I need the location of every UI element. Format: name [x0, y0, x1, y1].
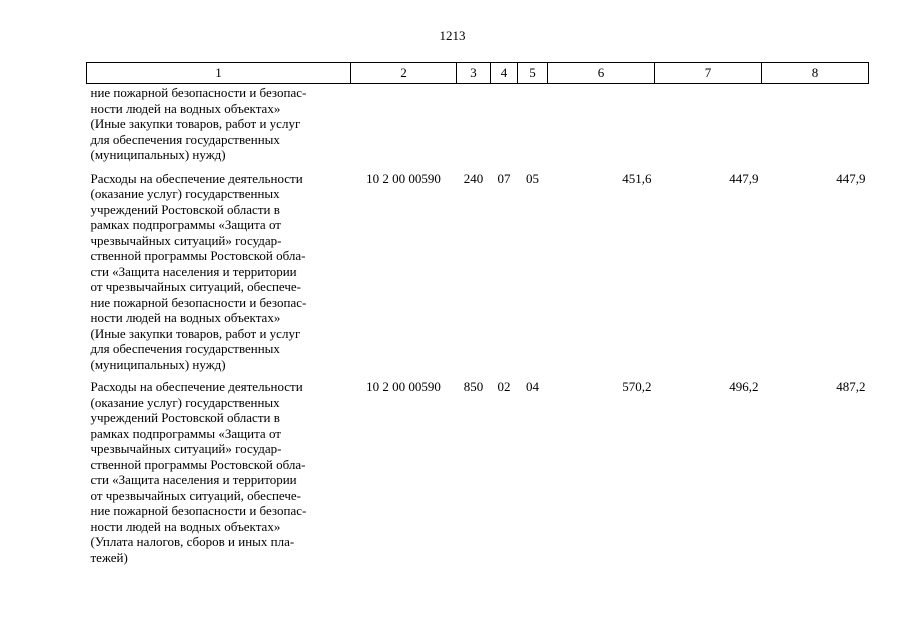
amount-col6 — [548, 84, 655, 163]
description-line: (Уплата налогов, сборов и иных пла- — [90, 534, 295, 549]
amount-col8: 487,2 — [836, 379, 866, 394]
description-line: ственной программы Ростовской обла- — [90, 456, 306, 472]
column-header: 1 — [87, 63, 351, 84]
section-code: 07 — [497, 170, 511, 186]
description-line: Расходы на обеспечение деятельности — [90, 170, 303, 186]
amount-col7 — [655, 84, 762, 163]
amount-col7: 447,9 — [729, 170, 759, 186]
column-header: 7 — [655, 63, 762, 84]
section-code: 02 — [497, 379, 511, 394]
expense-type-code: 850 — [463, 379, 484, 394]
amount-col7: 496,2 — [729, 379, 759, 394]
table-row — [87, 163, 869, 373]
expense-description — [87, 372, 351, 565]
table-header-row — [87, 63, 869, 84]
budget-table — [86, 62, 869, 565]
description-line: от чрезвычайных ситуаций, обеспече- — [90, 487, 301, 503]
amount-col8: 447,9 — [836, 170, 866, 186]
column-header: 3 — [457, 63, 491, 84]
description-line: рамках подпрограммы «Защита от — [90, 425, 281, 441]
description-line: ние пожарной безопасности и безопас- — [90, 85, 307, 100]
description-line: учреждений Ростовской области в — [90, 410, 280, 425]
subsection-code: 05 — [526, 170, 539, 186]
description-line: Расходы на обеспечение деятельности — [90, 379, 303, 394]
expense-type-code — [457, 84, 491, 163]
target-article-code: 10 2 00 00590 — [366, 379, 441, 394]
amount-col8 — [762, 84, 869, 163]
column-header: 5 — [518, 63, 548, 84]
expense-description — [87, 84, 351, 163]
description-line: тежей) — [90, 549, 128, 565]
description-line: для обеспечения государственных — [90, 341, 280, 356]
description-line: ственной программы Ростовской обла- — [90, 248, 306, 263]
section-code — [491, 84, 518, 163]
description-line: ности людей на водных объектах» — [90, 100, 281, 116]
description-line: чрезвычайных ситуаций» государ- — [90, 441, 282, 456]
description-line: ности людей на водных объектах» — [90, 310, 281, 325]
description-line: (Иные закупки товаров, работ и услуг — [90, 325, 301, 341]
description-line: ние пожарной безопасности и безопас- — [90, 503, 307, 518]
table-row — [87, 84, 869, 163]
description-line: сти «Защита населения и территории — [90, 472, 297, 487]
description-line: рамках подпрограммы «Защита от — [90, 217, 281, 232]
description-line: чрезвычайных ситуаций» государ- — [90, 232, 282, 248]
target-article-code: 10 2 00 00590 — [366, 170, 441, 186]
target-article-code — [351, 84, 457, 163]
description-line: (Иные закупки товаров, работ и услуг — [90, 116, 301, 131]
description-line: (муниципальных) нужд) — [90, 356, 226, 372]
description-line: (оказание услуг) государственных — [90, 394, 280, 410]
description-line: от чрезвычайных ситуаций, обеспече- — [90, 279, 301, 294]
description-line: учреждений Ростовской области в — [90, 201, 280, 217]
subsection-code — [518, 84, 548, 163]
table-row — [87, 372, 869, 565]
column-header: 6 — [548, 63, 655, 84]
description-line: ности людей на водных объектах» — [90, 518, 281, 534]
description-line: ние пожарной безопасности и безопас- — [90, 294, 307, 310]
amount-col6: 570,2 — [622, 379, 652, 394]
description-line: сти «Защита населения и территории — [90, 263, 297, 279]
description-line: (муниципальных) нужд) — [90, 147, 226, 162]
column-header: 8 — [762, 63, 869, 84]
page-number: 1213 — [439, 28, 466, 43]
amount-col6: 451,6 — [622, 170, 652, 186]
description-line: для обеспечения государственных — [90, 131, 280, 147]
subsection-code: 04 — [526, 379, 539, 394]
expense-description — [87, 163, 351, 373]
column-header: 2 — [351, 63, 457, 84]
description-line: (оказание услуг) государственных — [90, 186, 280, 201]
column-header: 4 — [491, 63, 518, 84]
expense-type-code: 240 — [463, 170, 484, 186]
